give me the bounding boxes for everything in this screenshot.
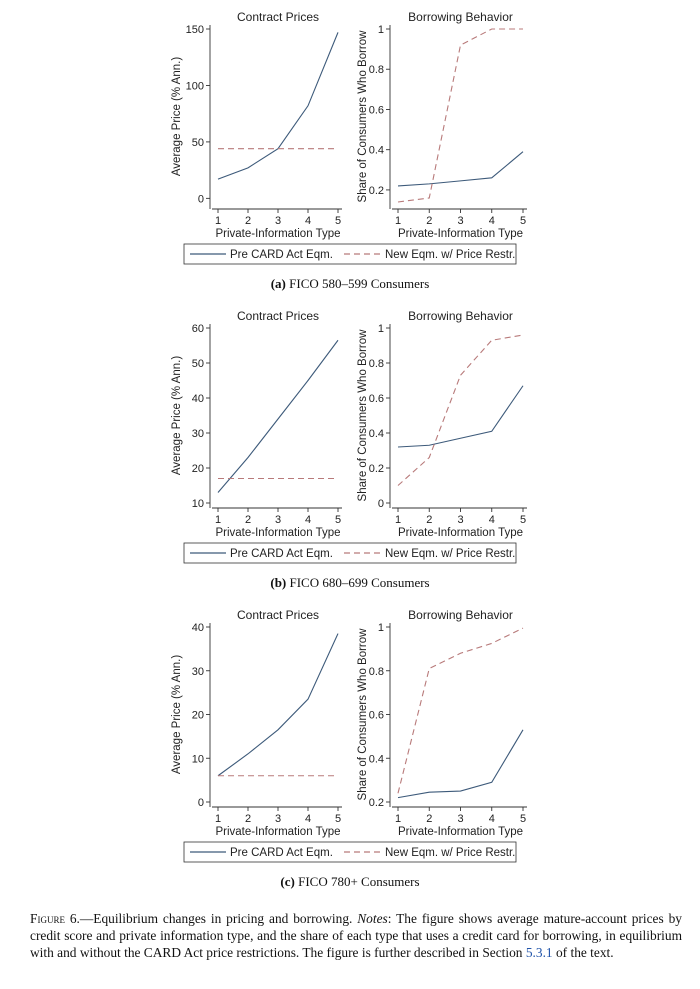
y-tick-label: 0.4 (368, 144, 384, 157)
legend (184, 244, 516, 264)
caption-body: : The figure shows average mature-account prices by credit score and private information type, and the share of each type that uses a credit card for borrowing, in equilibrium with and without the CARD Act price restrictions. The figure is further described in Section (30, 911, 682, 960)
x-tick-label: 1 (214, 215, 222, 227)
subfigure-caption (270, 575, 429, 590)
y-axis-label: Average Price (% Ann.) (171, 56, 183, 177)
x-tick-label: 3 (457, 813, 464, 825)
figure-number: Figure 6. (30, 911, 80, 926)
caption-tail: of the text. (552, 945, 614, 960)
y-tick-label: 0.2 (368, 797, 384, 809)
legend-label-new-eqm: New Eqm. w/ Price Restr. (385, 548, 516, 560)
x-axis-label: Private-Information Type (215, 527, 341, 539)
y-axis-label: Share of Consumers Who Borrow (357, 329, 369, 502)
series-line-pre-card (398, 730, 523, 798)
y-tick-label: 50 (191, 136, 204, 149)
x-tick-label: 4 (304, 514, 312, 526)
chart-title: Borrowing Behavior (408, 10, 513, 24)
x-tick-label: 5 (334, 215, 342, 227)
y-tick-label: 1 (377, 622, 384, 634)
series-line-pre-card (218, 32, 338, 179)
x-tick-label: 2 (426, 514, 433, 526)
y-tick-label: 0 (197, 193, 204, 206)
chart-title: Contract Prices (236, 608, 320, 622)
x-tick-label: 3 (274, 514, 282, 526)
x-tick-label: 3 (457, 215, 464, 227)
y-tick-label: 0.4 (368, 753, 384, 766)
x-axis-label: Private-Information Type (215, 228, 341, 240)
x-tick-label: 1 (214, 813, 222, 825)
x-tick-label: 1 (214, 514, 222, 526)
subfigure-label: (c) (280, 874, 295, 889)
y-tick-label: 10 (191, 498, 204, 510)
y-tick-label: 0 (377, 498, 384, 510)
x-tick-label: 2 (426, 813, 433, 825)
subfigure-title: FICO 680–699 Consumers (286, 575, 430, 590)
subfigure-title: FICO 580–599 Consumers (285, 276, 430, 291)
legend-label-new-eqm: New Eqm. w/ Price Restr. (385, 847, 516, 859)
y-tick-label: 150 (185, 24, 204, 36)
y-tick-label: 0.6 (368, 104, 384, 117)
chart-borrowing-behavior (357, 309, 527, 539)
chart-title: Contract Prices (236, 309, 320, 323)
chart-borrowing-behavior (357, 608, 527, 838)
x-tick-label: 2 (244, 514, 252, 526)
x-tick-label: 5 (519, 514, 527, 526)
y-tick-label: 50 (191, 358, 204, 370)
x-tick-label: 4 (304, 813, 312, 825)
x-tick-label: 2 (244, 215, 252, 227)
y-tick-label: 30 (191, 665, 204, 678)
series-line-pre-card (398, 386, 523, 447)
x-tick-label: 4 (488, 813, 495, 825)
x-tick-label: 1 (394, 813, 402, 825)
x-tick-label: 1 (394, 215, 402, 227)
y-axis-label: Share of Consumers Who Borrow (357, 628, 369, 801)
y-tick-label: 1 (377, 323, 384, 335)
panel-b (171, 309, 527, 590)
x-tick-label: 5 (519, 215, 527, 227)
series-line-pre-card (398, 152, 523, 186)
chart-contract-prices (171, 10, 342, 240)
x-axis-label: Private-Information Type (397, 228, 524, 240)
x-axis-label: Private-Information Type (397, 527, 524, 539)
x-tick-label: 4 (488, 514, 495, 526)
x-tick-label: 5 (334, 514, 342, 526)
y-tick-label: 0.6 (368, 709, 384, 722)
y-tick-label: 30 (191, 428, 204, 440)
y-tick-label: 40 (191, 393, 204, 405)
x-tick-label: 2 (244, 813, 252, 825)
x-tick-label: 4 (488, 215, 495, 227)
y-tick-label: 0.8 (368, 64, 384, 77)
y-tick-label: 40 (191, 622, 204, 634)
subfigure-label: (a) (270, 276, 286, 291)
legend-label-pre-card: Pre CARD Act Eqm. (230, 847, 333, 859)
legend (184, 543, 516, 563)
series-line-pre-card (218, 340, 338, 492)
series-line-new-eqm (398, 29, 523, 202)
y-tick-label: 20 (191, 463, 204, 475)
legend-label-pre-card: Pre CARD Act Eqm. (230, 249, 333, 261)
figure-title: —Equilibrium changes in pricing and borrowing. (79, 911, 358, 926)
x-tick-label: 5 (334, 813, 342, 825)
chart-contract-prices (171, 309, 342, 539)
y-tick-label: 60 (191, 323, 204, 335)
y-tick-label: 0.4 (368, 428, 384, 440)
x-tick-label: 3 (274, 215, 282, 227)
figure-caption (30, 910, 682, 961)
x-axis-label: Private-Information Type (215, 826, 341, 838)
y-axis-label: Average Price (% Ann.) (171, 654, 183, 775)
panel-a (171, 10, 527, 291)
subfigure-label: (b) (270, 575, 287, 590)
series-line-new-eqm (398, 335, 523, 486)
x-tick-label: 5 (519, 813, 527, 825)
y-tick-label: 0.2 (368, 463, 384, 475)
subfigure-caption (271, 276, 430, 291)
y-tick-label: 0.8 (368, 358, 384, 370)
x-tick-label: 4 (304, 215, 312, 227)
chart-title: Borrowing Behavior (408, 309, 513, 323)
y-tick-label: 100 (185, 80, 204, 93)
x-tick-label: 2 (426, 215, 433, 227)
legend-label-pre-card: Pre CARD Act Eqm. (230, 548, 333, 560)
y-tick-label: 0 (197, 797, 204, 809)
y-tick-label: 0.6 (368, 393, 384, 405)
chart-title: Contract Prices (236, 10, 320, 24)
legend-label-new-eqm: New Eqm. w/ Price Restr. (385, 249, 516, 261)
x-axis-label: Private-Information Type (397, 826, 524, 838)
y-axis-label: Share of Consumers Who Borrow (357, 30, 369, 203)
series-line-new-eqm (398, 628, 523, 793)
chart-title: Borrowing Behavior (408, 608, 513, 622)
x-tick-label: 1 (394, 514, 402, 526)
y-axis-label: Average Price (% Ann.) (171, 355, 183, 476)
subfigure-caption (280, 874, 419, 889)
legend (184, 842, 516, 862)
notes-label: Notes (357, 911, 388, 926)
series-line-pre-card (218, 634, 338, 776)
x-tick-label: 3 (274, 813, 282, 825)
x-tick-label: 3 (457, 514, 464, 526)
y-tick-label: 0.8 (368, 665, 384, 678)
y-tick-label: 0.2 (368, 184, 384, 197)
chart-contract-prices (171, 608, 342, 838)
y-tick-label: 20 (191, 709, 204, 722)
section-link[interactable]: 5.3.1 (525, 945, 553, 960)
subfigure-title: FICO 780+ Consumers (294, 874, 420, 889)
y-tick-label: 1 (377, 24, 384, 36)
y-tick-label: 10 (191, 753, 204, 766)
panel-c (171, 608, 527, 889)
chart-borrowing-behavior (357, 10, 527, 240)
